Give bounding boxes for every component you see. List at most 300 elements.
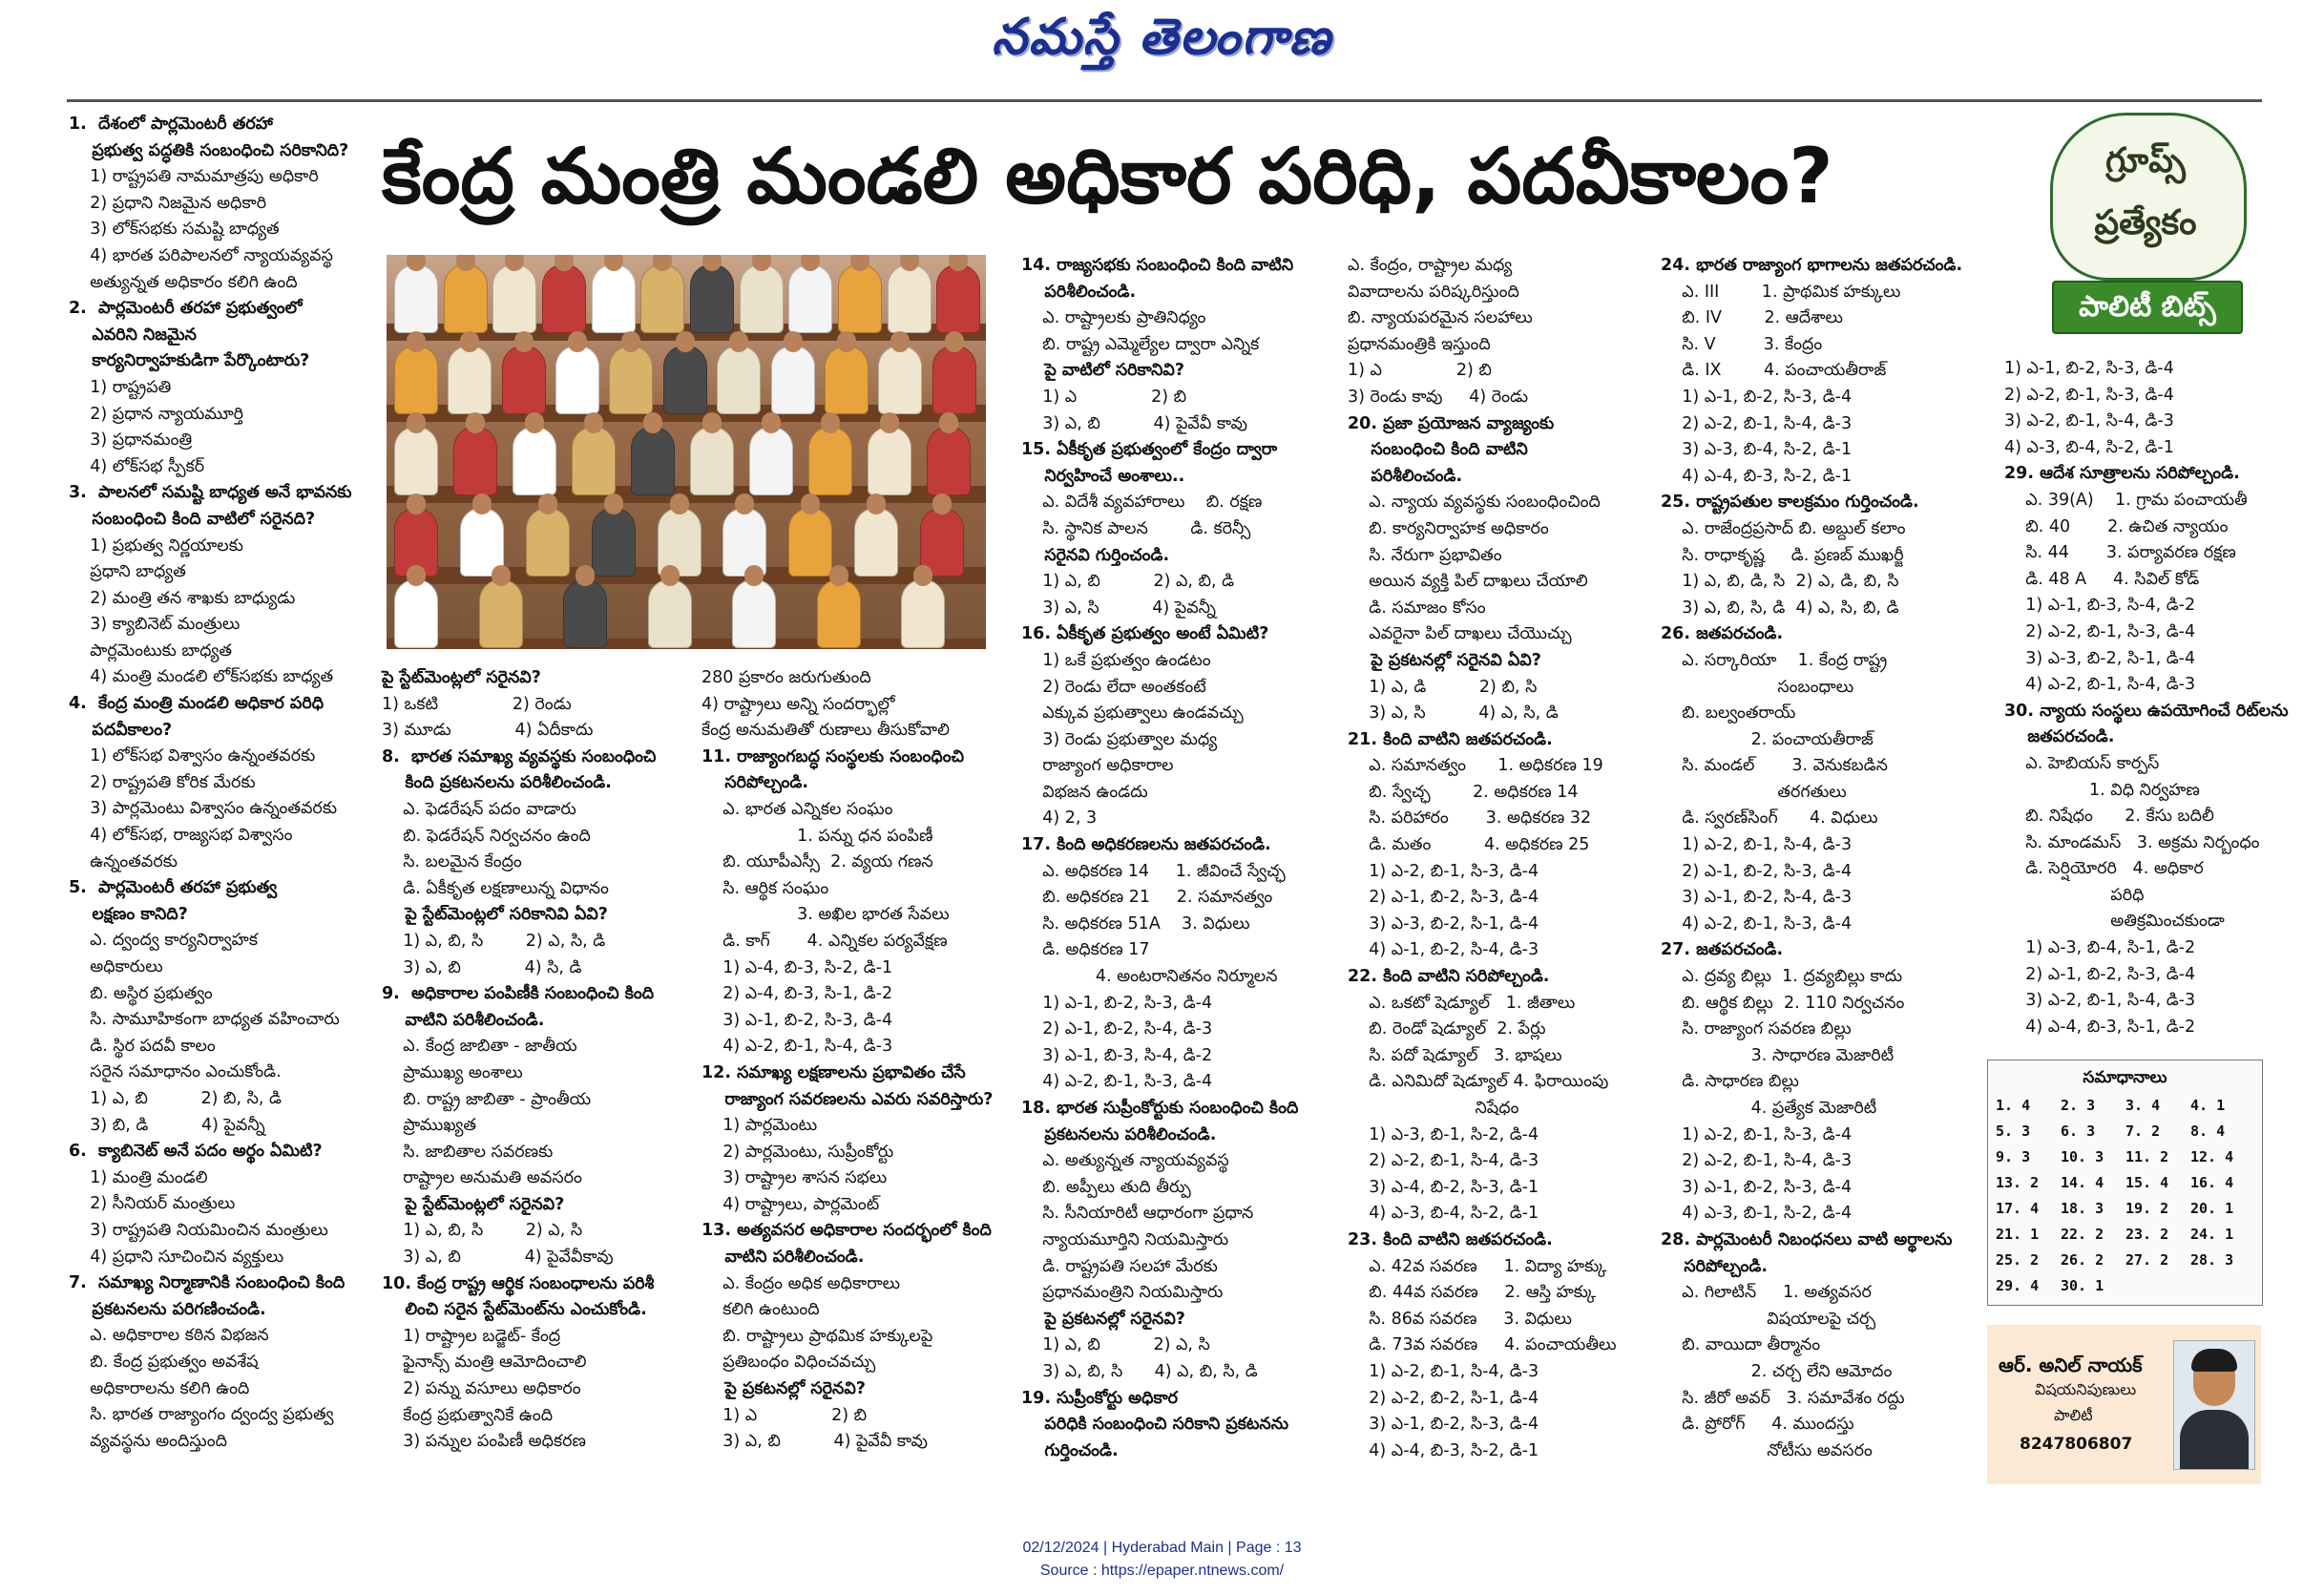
option-line: 4. అంటరానితనం నిర్మూలన xyxy=(1021,967,1278,987)
option-line: డి. మతం 4. అధికరణ 25 xyxy=(1348,835,1590,855)
answer-item: 28. 3 xyxy=(2190,1251,2234,1269)
option-line: విభజన ఉండదు xyxy=(1021,782,1148,802)
option-line: 4) ఎ-3, బి-4, సి-2, డి-1 xyxy=(1348,1204,1539,1224)
seated-member xyxy=(663,346,707,414)
option-line: 4) మంత్రి మండలి లోక్‌సభకు బాధ్యత xyxy=(69,667,334,687)
option-line: 3) ఎ, బి 4) పైవేవీ కావు xyxy=(1021,413,1247,433)
option-line: 3) ఎ-2, బి-1, సి-4, డి-3 xyxy=(2004,991,2196,1011)
option-line: 1) ఎ-1, బి-2, సి-3, డి-4 xyxy=(2004,359,2174,378)
option-line: ఎ. III 1. ప్రాథమిక హక్కులు xyxy=(1661,282,1901,302)
option-line: 2) మంత్రి తన శాఖకు బాధ్యుడు xyxy=(69,588,296,608)
answer-item: 24. 1 xyxy=(2190,1226,2234,1243)
question-line: 7. సమాఖ్య నిర్మాణానికి సంబంధించి కింది xyxy=(69,1273,345,1293)
option-line: 1) ఎ, బి, సి 2) ఎ, సి, డి xyxy=(382,931,606,951)
question-line: పరిధికి సంబంధించి సరికాని ప్రకటనను xyxy=(1021,1415,1289,1435)
option-line: రాష్ట్రాల అనుమతి అవసరం xyxy=(382,1168,582,1188)
question-line: వాటిని పరిశీలించండి. xyxy=(382,1010,545,1030)
option-line: బి. రాష్ట్ర జాబితా - ప్రాంతీయ xyxy=(382,1089,592,1109)
option-line: సరైన సమాధానం ఎంచుకోండి. xyxy=(69,1062,282,1082)
question-line: కార్యనిర్వాహకుడిగా పేర్కొంటారు? xyxy=(69,351,310,371)
option-line: ఎక్కువ ప్రభుత్వాలు ఉండవచ్చు xyxy=(1021,703,1244,724)
seated-member xyxy=(592,508,636,577)
author-phone: 8247806807 xyxy=(2020,1435,2133,1454)
header-rule xyxy=(67,99,2262,102)
option-line: 1. పన్ను ధన పంపిణీ xyxy=(701,826,933,846)
option-line: సి. రాజ్యాంగ సవరణ బిల్లు xyxy=(1661,1019,1852,1039)
option-line: ఫైనాన్స్ మంత్రి ఆమోదించాలి xyxy=(382,1353,587,1373)
question-line: సరైనవి గుర్తించండి. xyxy=(1021,545,1170,565)
answer-item: 21. 1 xyxy=(1996,1226,2040,1243)
option-line: డి. రాష్ట్రపతి సలహా మేరకు xyxy=(1021,1256,1218,1276)
option-line: బి. రాష్ట్ర ఎమ్మెల్యేల ద్వారా ఎన్నిక xyxy=(1021,334,1260,354)
seated-member xyxy=(788,264,832,333)
parliament-photo xyxy=(387,255,986,649)
seated-member xyxy=(932,346,976,414)
option-line: 4) రాష్ట్రాలు, పార్లమెంట్ xyxy=(701,1194,880,1214)
author-name: ఆర్. అనిల్ నాయక్ xyxy=(1999,1354,2143,1376)
option-line: నిషేధం xyxy=(1348,1099,1519,1118)
answer-item: 2. 3 xyxy=(2061,1097,2096,1114)
column-7 xyxy=(2004,356,2289,1040)
option-line: 2) ఎ-2, బి-1, సి-4, డి-3 xyxy=(1348,1151,1539,1171)
seated-member xyxy=(448,346,492,414)
option-line: ఎ. కేంద్రం, రాష్ట్రాల మధ్య xyxy=(1348,256,1513,275)
seated-member xyxy=(513,427,556,495)
option-line: 3) ఎ-1, బి-3, సి-4, డి-2 xyxy=(1021,1045,1213,1065)
option-line: ఎ. అధికరణ 14 1. జీవించే స్వేచ్ఛ xyxy=(1021,861,1286,881)
option-line: వివాదాలను పరిష్కరిస్తుంది xyxy=(1348,282,1519,302)
question-line: ప్రకటనలను పరిశీలించండి. xyxy=(1021,1124,1217,1144)
option-line: 4) ఎ-4, బి-3, సి-2, డి-1 xyxy=(1661,466,1853,486)
badge-tag: పాలిటీ బిట్స్ xyxy=(2052,281,2243,334)
answer-item: 23. 2 xyxy=(2125,1226,2169,1243)
question-line: 16. ఏకీకృత ప్రభుత్వం అంటే ఏమిటి? xyxy=(1021,624,1269,644)
option-line: సి. జాబితాల సవరణకు xyxy=(382,1142,554,1162)
option-line: ఎ. అధికారాల కఠిన విభజన xyxy=(69,1326,269,1346)
option-line: ఎవరైనా పిల్ దాఖలు చేయొచ్చు xyxy=(1348,624,1572,644)
footer-source-link[interactable]: Source : https://epaper.ntnews.com/ xyxy=(1039,1563,1285,1579)
question-line: 29. ఆదేశ సూత్రాలను సరిపోల్చండి. xyxy=(2004,464,2240,484)
option-line: ఎ. న్యాయ వ్యవస్థకు సంబంధించింది xyxy=(1348,493,1601,513)
option-line: 3) రాష్ట్రాల శాసన సభలు xyxy=(701,1168,888,1188)
question-line: ఎవరిని నిజమైన xyxy=(69,325,197,345)
option-line: 2. చర్చ లేని ఆమోదం xyxy=(1661,1361,1893,1381)
option-line: 1) ఎ-2, బి-1, సి-3, డి-4 xyxy=(1348,861,1539,881)
question-line: 8. భారత సమాఖ్య వ్యవస్థకు సంబంధించి xyxy=(382,746,657,766)
seated-member xyxy=(788,508,832,577)
option-line: 2) ప్రధాని నిజమైన అధికారి xyxy=(69,193,267,213)
option-line: 1) రాష్ట్రపతి xyxy=(69,377,172,397)
question-line: పై స్టేట్‌మెంట్లలో సరికానివి ఏవి? xyxy=(382,905,608,925)
option-line: 4) ఎ-2, బి-1, సి-3, డి-4 xyxy=(1021,1072,1213,1092)
option-line: 4) లోక్‌సభ, రాజ్యసభ విశ్వాసం xyxy=(69,826,293,846)
answers-grid xyxy=(1996,1097,2255,1294)
option-line: ఎ. 39(A) 1. గ్రామ పంచాయతీ xyxy=(2004,490,2248,510)
question-line: 9. అధికారాల పంపిణీకి సంబంధించి కింది xyxy=(382,984,655,1004)
option-line: 1. విధి నిర్వహణ xyxy=(2004,780,2200,800)
option-line: 1) ఎ-3, బి-4, సి-1, డి-2 xyxy=(2004,938,2196,958)
option-line: 1) ఒకే ప్రభుత్వం ఉండటం xyxy=(1021,650,1211,670)
seated-member xyxy=(648,579,692,648)
question-line: 6. క్యాబినెట్ అనే పదం అర్థం ఏమిటి? xyxy=(69,1142,323,1162)
option-line: 2) ఎ-1, బి-2, సి-3, డి-4 xyxy=(2004,964,2196,984)
question-line: పరిశీలించండి. xyxy=(1021,282,1137,302)
answer-item: 3. 4 xyxy=(2125,1097,2161,1114)
seated-member xyxy=(732,579,776,648)
seated-member xyxy=(825,346,869,414)
option-line: ఎ. హెబియస్ కార్పస్ xyxy=(2004,753,2160,773)
option-line: 4) ఎ-2, బి-1, సి-4, డి-3 xyxy=(701,1037,893,1057)
author-box xyxy=(1987,1325,2261,1484)
option-line: బి. ఫెడరేషన్ నిర్వచనం ఉంది xyxy=(382,826,591,846)
option-line: ఎ. గిలాటిన్ 1. అత్యవసర xyxy=(1661,1283,1872,1303)
option-line: 1) లోక్‌సభ విశ్వాసం ఉన్నంతవరకు xyxy=(69,746,316,766)
option-line: 3) ఎ-3, బి-4, సి-2, డి-1 xyxy=(1661,440,1853,460)
option-line: అధికారులు xyxy=(69,957,163,976)
seated-member xyxy=(563,579,607,648)
option-line: 2) ఎ-2, బి-1, సి-4, డి-3 xyxy=(1661,1151,1853,1171)
option-line: ప్రధాని బాధ్యత xyxy=(69,562,186,582)
option-line: 2) ఎ-2, బి-1, సి-4, డి-3 xyxy=(1661,413,1853,433)
page-headline: కేంద్ర మంత్రి మండలి అధికార పరిధి, పదవీకాలం? xyxy=(382,132,1833,220)
option-line: 3) ప్రధానమంత్రి xyxy=(69,430,193,451)
option-line: 4) ఎ-4, బి-3, సి-1, డి-2 xyxy=(2004,1017,2196,1037)
option-line: 4) భారత పరిపాలనలో న్యాయవ్యవస్థ xyxy=(69,245,333,265)
question-line: 27. జతపరచండి. xyxy=(1661,940,1784,960)
option-line: ఎ. ఒకటో షెడ్యూల్ 1. జీతాలు xyxy=(1348,993,1576,1013)
option-line: 4) ఎ-3, బి-4, సి-2, డి-1 xyxy=(2004,437,2174,457)
badge-cloud xyxy=(2050,113,2247,281)
option-line: 1) ఎ, బి, సి 2) ఎ, సి xyxy=(382,1221,583,1241)
answer-item: 5. 3 xyxy=(1996,1123,2031,1140)
option-line: డి. అధికరణ 17 xyxy=(1021,940,1150,960)
question-line: సంబంధించి కింది వాటిని xyxy=(1348,440,1528,460)
column-6 xyxy=(1661,253,1995,1464)
option-line: 2) ఎ-1, బి-2, సి-3, డి-4 xyxy=(1661,861,1853,881)
option-line: 1) ఎ 2) బి xyxy=(1021,387,1187,407)
answer-item: 8. 4 xyxy=(2190,1123,2226,1140)
option-line: 3) రాష్ట్రపతి నియమించిన మంత్రులు xyxy=(69,1220,328,1240)
option-line: అత్యున్నత అధికారం కలిగి ఉంది xyxy=(69,272,298,292)
column-4 xyxy=(1021,253,1355,1464)
option-line: సి. బలమైన కేంద్రం xyxy=(382,852,522,872)
option-line: సి. సామూహికంగా బాధ్యత వహించారు xyxy=(69,1010,340,1030)
option-line: 4) లోక్‌సభ స్పీకర్ xyxy=(69,456,205,476)
option-line: 3) ఎ, బి, సి, డి 4) ఎ, సి, బి, డి xyxy=(1661,598,1899,618)
question-line: నిర్వహించే అంశాలు.. xyxy=(1021,466,1185,486)
author-photo xyxy=(2173,1340,2255,1470)
option-line: 3) బి, డి 4) పైవన్నీ xyxy=(69,1115,265,1135)
option-line: సంబంధాలు xyxy=(1661,677,1854,697)
option-line: ప్రధానమంత్రికి ఇస్తుంది xyxy=(1348,334,1491,354)
seated-member xyxy=(878,346,922,414)
newspaper-logo: నమస్తే తెలంగాణ xyxy=(992,8,1332,66)
seated-member xyxy=(542,264,586,333)
option-line: ఎ. సర్కారియా 1. కేంద్ర రాష్ట్ర xyxy=(1661,650,1888,670)
option-line: 4) ఎ-4, బి-3, సి-2, డి-1 xyxy=(1348,1440,1539,1460)
option-line: ఉన్నంతవరకు xyxy=(69,851,178,871)
question-line: గుర్తించండి. xyxy=(1021,1440,1119,1460)
question-line: పరిశీలించండి. xyxy=(1348,466,1463,486)
seated-member xyxy=(555,346,599,414)
option-line: 3) ఎ-1, బి-2, సి-3, డి-4 xyxy=(1661,1177,1853,1197)
seated-member xyxy=(479,579,523,648)
question-line: 12. సమాఖ్య లక్షణాలను ప్రభావితం చేసే xyxy=(701,1062,966,1082)
answer-item: 18. 3 xyxy=(2061,1200,2104,1217)
option-line: 1) ఎ, బి, డి, సి 2) ఎ, డి, బి, సి xyxy=(1661,572,1899,592)
option-line: ఎ. అత్యున్నత న్యాయవ్యవస్థ xyxy=(1021,1151,1229,1171)
option-line: సి. 86వ సవరణ 3. విధులు xyxy=(1348,1309,1572,1329)
option-line: డి. 48 A 4. సివిల్ కోడ్ xyxy=(2004,569,2200,589)
option-line: 1) ఎ, బి 2) ఎ, బి, డి xyxy=(1021,572,1235,592)
option-line: 2) పన్ను వసూలు అధికారం xyxy=(382,1379,581,1399)
answers-box xyxy=(1987,1060,2263,1306)
option-line: బి. అస్థిర ప్రభుత్వం xyxy=(69,983,213,1003)
seated-member xyxy=(888,264,932,333)
seated-member xyxy=(717,346,761,414)
option-line: ప్రాముఖ్య అంశాలు xyxy=(382,1062,523,1082)
option-line: 3) ఎ-3, బి-2, సి-1, డి-4 xyxy=(1348,913,1539,934)
option-line: 4) 2, 3 xyxy=(1021,808,1098,829)
question-line: సరిపోల్చండి. xyxy=(701,773,809,793)
question-line: పై ప్రకటనల్లో సరైనవి ఏవి? xyxy=(1348,650,1541,670)
option-line: 3) పన్నుల పంపిణీ అధికరణ xyxy=(382,1432,586,1452)
seated-member xyxy=(592,264,636,333)
option-line: బి. ఆర్థిక బిల్లు 2. 110 నిర్వచనం xyxy=(1661,993,1905,1013)
footer-date-line: 02/12/2024 | Hyderabad Main | Page : 13 xyxy=(1022,1540,1302,1556)
option-line: 3) ఎ, సి 4) పైవన్నీ xyxy=(1021,598,1216,618)
option-line: 3) పార్లమెంటు విశ్వాసం ఉన్నంతవరకు xyxy=(69,799,338,819)
question-line: 24. భారత రాజ్యాంగ భాగాలను జతపరచండి. xyxy=(1661,256,1963,275)
question-line: 20. ప్రజా ప్రయోజన వ్యాజ్యంకు xyxy=(1348,413,1555,433)
option-line: పరిధి xyxy=(2004,885,2145,905)
option-line: 3) లోక్‌సభకు సమష్టి బాధ్యత xyxy=(69,220,280,240)
question-line: 28. పార్లమెంటరీ నిబంధనలు వాటి అర్థాలను xyxy=(1661,1229,1953,1249)
option-line: డి. ప్రోరోగ్ 4. ముందస్తు xyxy=(1661,1415,1854,1435)
option-line: బి. 40 2. ఉచిత న్యాయం xyxy=(2004,516,2229,536)
option-line: ఎ. ద్వంద్వ కార్యనిర్వాహక xyxy=(69,931,258,951)
answer-item: 30. 1 xyxy=(2061,1277,2104,1294)
option-line: సి. భారత రాజ్యాంగం ద్వంద్వ ప్రభుత్వ xyxy=(69,1405,334,1425)
seated-member xyxy=(444,264,488,333)
option-line: 4) ప్రధాని సూచించిన వ్యక్తులు xyxy=(69,1247,284,1267)
answer-item: 4. 1 xyxy=(2190,1097,2226,1114)
option-line: బి. రెండో షెడ్యూల్ 2. పేర్లు xyxy=(1348,1019,1546,1039)
option-line: కలిగి ఉంటుంది xyxy=(701,1300,820,1320)
question-line: పై వాటిలో సరికానివి? xyxy=(1021,361,1185,381)
option-line: పార్లమెంటుకు బాధ్యత xyxy=(69,640,232,661)
option-line: సి. సీనియారిటీ ఆధారంగా ప్రధాన xyxy=(1021,1204,1254,1224)
question-line: 30. న్యాయ సంస్థలు ఉపయోగించే రిట్‌లను xyxy=(2004,701,2289,721)
seated-member xyxy=(838,264,882,333)
question-line: ప్రభుత్వ పద్ధతికి సంబంధించి సరికానిది? xyxy=(69,140,349,160)
option-line: 1) ఎ-2, బి-1, సి-3, డి-4 xyxy=(1661,1124,1853,1144)
option-line: 3) ఎ-2, బి-1, సి-4, డి-3 xyxy=(2004,411,2174,431)
option-line: 4. ప్రత్యేక మెజారిటీ xyxy=(1661,1099,1877,1118)
question-line: 18. భారత సుప్రీంకోర్టుకు సంబంధించి కింది xyxy=(1021,1099,1299,1118)
option-line: 1) ఒకటి 2) రెండు xyxy=(382,694,572,714)
question-line: పదవీకాలం? xyxy=(69,720,173,740)
answer-item: 11. 2 xyxy=(2125,1148,2169,1165)
option-line: సి. అధికరణ 51A 3. విధులు xyxy=(1021,913,1250,934)
question-line: సంబంధించి కింది వాటిలో సరైనది? xyxy=(69,509,316,529)
option-line: కేంద్ర ప్రభుత్వానికే ఉంది xyxy=(382,1405,554,1425)
option-line: ఎ. రాష్ట్రాలకు ప్రాతినిధ్యం xyxy=(1021,308,1206,328)
seated-member xyxy=(394,346,438,414)
option-line: 2) ఎ-1, బి-2, సి-4, డి-3 xyxy=(1021,1019,1213,1039)
option-line: 2) సీనియర్ మంత్రులు xyxy=(69,1194,236,1214)
seated-member xyxy=(609,346,653,414)
question-line: 10. కేంద్ర రాష్ట్ర ఆర్థిక సంబంధాలను పరిశీ xyxy=(382,1273,655,1293)
option-line: ప్రాముఖ్యత xyxy=(382,1116,476,1136)
option-line: డి. ఎనిమిదో షెడ్యూల్ 4. ఫిరాయింపు xyxy=(1348,1072,1609,1092)
seated-member xyxy=(690,264,734,333)
option-line: బి. న్యాయపరమైన సలహాలు xyxy=(1348,308,1533,328)
option-line: బి. IV 2. ఆదేశాలు xyxy=(1661,308,1843,328)
option-line: 280 ప్రకారం జరుగుతుంది xyxy=(701,668,871,687)
option-line: సి. పదో షెడ్యూల్ 3. భాషలు xyxy=(1348,1045,1562,1065)
question-line: వాటిని పరిశీలించండి. xyxy=(701,1248,865,1268)
seated-member xyxy=(749,427,793,495)
option-line: ఎ. ద్రవ్య బిల్లు 1. ద్రవ్యబిల్లు కాదు xyxy=(1661,967,1903,987)
question-line: ప్రకటనలను పరిగణించండి. xyxy=(69,1299,266,1319)
option-line: అతిక్రమించకుండా xyxy=(2004,912,2225,932)
seated-member xyxy=(722,508,766,577)
seated-member xyxy=(817,579,861,648)
option-line: 1) ఎ-1, బి-3, సి-4, డి-2 xyxy=(2004,596,2196,616)
column-5 xyxy=(1348,253,1672,1464)
option-line: డి. కాగ్ 4. ఎన్నికల పర్యవేక్షణ xyxy=(701,931,948,951)
option-line: బి. వాయిదా తీర్మానం xyxy=(1661,1335,1821,1355)
option-line: 3) ఎ-3, బి-2, సి-1, డి-4 xyxy=(2004,648,2196,668)
option-line: నోటీసు అవసరం xyxy=(1661,1440,1873,1460)
option-line: 1) రాష్ట్రాల బడ్జెట్- కేంద్ర xyxy=(382,1326,561,1346)
question-line: 1. దేశంలో పార్లమెంటరీ తరహా xyxy=(69,115,273,134)
masthead xyxy=(0,8,2324,78)
option-line: డి. స్వరణ్‌సింగ్ 4. విధులు xyxy=(1661,808,1878,829)
seated-member xyxy=(901,579,945,648)
seated-member xyxy=(526,508,570,577)
question-line: 5. పార్లమెంటరీ తరహా ప్రభుత్వ xyxy=(69,878,278,898)
option-line: రాజ్యాంగ అధికారాల xyxy=(1021,756,1174,776)
answer-item: 13. 2 xyxy=(1996,1174,2040,1191)
option-line: 1) ఎ-2, బి-1, సి-4, డి-3 xyxy=(1661,835,1853,855)
option-line: సి. ఆర్థిక సంఘం xyxy=(701,878,829,898)
question-line: 2. పార్లమెంటరీ తరహా ప్రభుత్వంలో xyxy=(69,299,303,319)
option-line: బి. స్వేచ్ఛ 2. అధికరణ 14 xyxy=(1348,782,1579,802)
option-line: ఎ. ఫెడరేషన్ పదం వాడారు xyxy=(382,799,576,819)
answer-item: 12. 4 xyxy=(2190,1148,2234,1165)
option-line: 1) ప్రభుత్వ నిర్ణయాలకు xyxy=(69,535,243,556)
option-line: 1) పార్లమెంటు xyxy=(701,1116,818,1136)
option-line: ఎ. కేంద్రం అధిక అధికారాలు xyxy=(701,1273,901,1293)
question-line: 14. రాజ్యసభకు సంబంధించి కింది వాటిని xyxy=(1021,256,1294,275)
option-line: 3. అఖిల భారత సేవలు xyxy=(701,905,950,925)
option-line: 3) క్యాబినెట్ మంత్రులు xyxy=(69,615,241,635)
question-line: 4. కేంద్ర మంత్రి మండలి అధికార పరిధి xyxy=(69,694,325,714)
option-line: 1) ఎ-1, బి-2, సి-3, డి-4 xyxy=(1021,993,1213,1013)
answer-item: 9. 3 xyxy=(1996,1148,2031,1165)
option-line: 1) ఎ, డి 2) బి, సి xyxy=(1348,677,1538,697)
option-line: సి. 44 3. పర్యావరణ రక్షణ xyxy=(2004,543,2236,563)
option-line: 2) పార్లమెంటు, సుప్రీంకోర్టు xyxy=(701,1142,894,1162)
option-line: వ్యవస్థను అందిస్తుంది xyxy=(69,1431,227,1451)
question-line: 26. జతపరచండి. xyxy=(1661,624,1784,644)
badge-line1: గ్రూప్స్ xyxy=(2105,141,2186,180)
question-line: 19. సుప్రీంకోర్టు అధికార xyxy=(1021,1388,1179,1408)
option-line: 1) ఎ, బి 2) బి, సి, డి xyxy=(69,1088,282,1108)
option-line: డి. 73వ సవరణ 4. పంచాయతీలు xyxy=(1348,1335,1617,1355)
answer-item: 15. 4 xyxy=(2125,1174,2169,1191)
option-line: 4) ఎ-2, బి-1, సి-3, డి-4 xyxy=(1661,913,1853,934)
option-line: బి. నిషేధం 2. కేసు బదిలీ xyxy=(2004,807,2214,827)
option-line: ప్రతిబంధం విధించవచ్చు xyxy=(701,1353,876,1373)
option-line: 1) ఎ-1, బి-2, సి-3, డి-4 xyxy=(1661,387,1853,407)
option-line: సి. పరిహారం 3. అధికరణ 32 xyxy=(1348,808,1592,829)
option-line: అధికారాలను కలిగి ఉంది xyxy=(69,1378,250,1398)
question-line: లక్షణం కానిది? xyxy=(69,904,188,924)
option-line: 3) ఎ, బి, సి 4) ఎ, బి, సి, డి xyxy=(1021,1361,1258,1381)
seated-member xyxy=(690,427,734,495)
option-line: బి. కేంద్ర ప్రభుత్వం అవశేష xyxy=(69,1352,259,1372)
answer-item: 25. 2 xyxy=(1996,1251,2040,1269)
question-line: 25. రాష్ట్రపతుల కాలక్రమం గుర్తించండి. xyxy=(1661,493,1919,513)
answer-item: 29. 4 xyxy=(1996,1277,2040,1294)
question-line: 17. కింది అధికరణలను జతపరచండి. xyxy=(1021,835,1271,855)
option-line: డి. సెర్షియోరరి 4. అధికార xyxy=(2004,859,2204,879)
seated-member xyxy=(868,427,911,495)
question-line: 22. కింది వాటిని సరిపోల్చండి. xyxy=(1348,967,1550,987)
option-line: 2) ఎ-2, బి-1, సి-3, డి-4 xyxy=(2004,385,2174,405)
option-line: 2) రాష్ట్రపతి కోరిక మేరకు xyxy=(69,772,256,792)
option-line: ఎ. విదేశీ వ్యవహారాలు బి. రక్షణ xyxy=(1021,493,1263,513)
question-line: పై ప్రకటనల్లో సరైనవి? xyxy=(1021,1309,1185,1329)
option-line: 3) ఎ-1, బి-2, సి-3, డి-4 xyxy=(1348,1415,1539,1435)
option-line: ఎ. సమానత్వం 1. అధికరణ 19 xyxy=(1348,756,1603,776)
question-line: పై ప్రకటనల్లో సరైనవి? xyxy=(701,1379,866,1399)
column-2 xyxy=(382,665,706,1456)
option-line: ఎ. కేంద్ర జాబితా - జాతీయ xyxy=(382,1037,577,1057)
option-line: 4) ఎ-1, బి-2, సి-4, డి-3 xyxy=(1348,940,1539,960)
answer-item: 19. 2 xyxy=(2125,1200,2169,1217)
column-3 xyxy=(701,665,1026,1456)
option-line: తరగతులు xyxy=(1661,782,1847,802)
option-line: బి. రాష్ట్రాలు ప్రాథమిక హక్కులపై xyxy=(701,1326,933,1346)
question-line: రాజ్యాంగ సవరణలను ఎవరు సవరిస్తారు? xyxy=(701,1089,994,1109)
option-line: 3) ఎ-1, బి-2, సి-4, డి-3 xyxy=(1661,888,1853,908)
option-line: 3) రెండు కావు 4) రెండు xyxy=(1348,387,1529,407)
question-line: 13. అత్యవసర అధికారాల సందర్భంలో కింది xyxy=(701,1221,992,1241)
option-line: 2) ప్రధాన న్యాయమూర్తి xyxy=(69,404,244,424)
author-role: విషయనిపుణులు xyxy=(2035,1380,2137,1398)
option-line: డి. సమాజం కోసం xyxy=(1348,598,1486,618)
answer-item: 1. 4 xyxy=(1996,1097,2031,1114)
option-line: 1) రాష్ట్రపతి నామమాత్రపు అధికారి xyxy=(69,167,319,187)
option-line: డి. ఏకీకృత లక్షణాలున్న విధానం xyxy=(382,878,609,898)
seated-member xyxy=(572,427,616,495)
question-line: సరిపోల్చండి. xyxy=(1661,1256,1769,1276)
option-line: 3) ఎ-1, బి-2, సి-3, డి-4 xyxy=(701,1010,893,1030)
answer-item: 16. 4 xyxy=(2190,1174,2234,1191)
option-line: బి. కార్యనిర్వాహక అధికారం xyxy=(1348,518,1549,538)
answers-heading: సమాధానాలు xyxy=(2083,1068,2167,1087)
answer-item: 17. 4 xyxy=(1996,1200,2040,1217)
option-line: న్యాయమూర్తిని నియమిస్తారు xyxy=(1021,1229,1229,1249)
question-line: పై స్టేట్‌మెంట్లలో సరైనవి? xyxy=(382,1194,565,1214)
seated-member xyxy=(394,264,438,333)
question-line: కింది ప్రకటనలను పరిశీలించండి. xyxy=(382,773,612,793)
option-line: అయిన వ్యక్తి పిల్ దాఖలు చేయాలి xyxy=(1348,572,1588,592)
